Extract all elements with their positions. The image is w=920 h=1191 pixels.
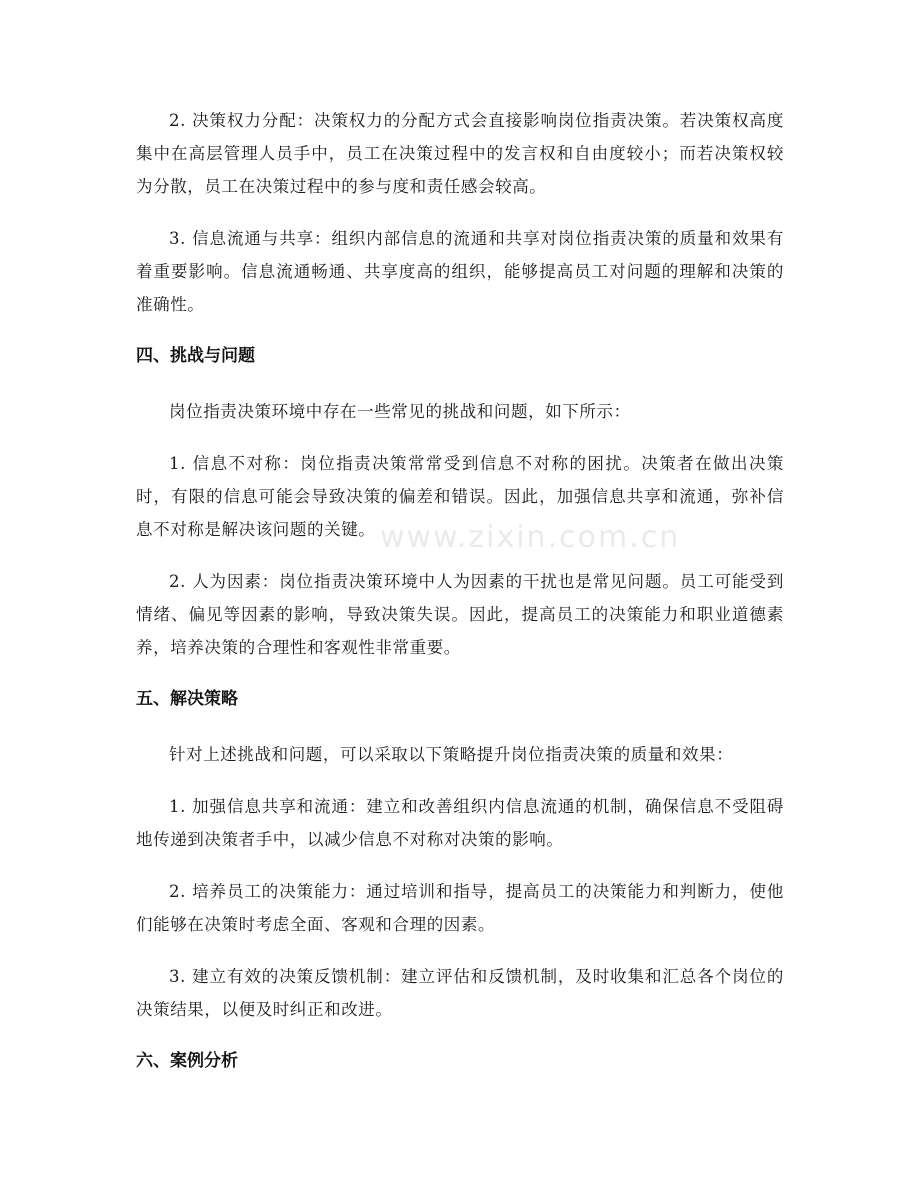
paragraph-human-factors: 2. 人为因素：岗位指责决策环境中人为因素的干扰也是常见问题。员工可能受到情绪、偏见等因素的影响，导致决策失误。因此，提高员工的决策能力和职业道德素养，培养决策的合理性和客观性非常重要。 [136,572,784,657]
section-heading-challenges: 四、挑战与问题 [136,346,255,366]
paragraph-challenges-intro: 岗位指责决策环境中存在一些常见的挑战和问题，如下所示： [169,402,631,421]
paragraph-strategy-info-sharing: 1. 加强信息共享和流通：建立和改善组织内信息流通的机制，确保信息不受阻碍地传递到决策者手中，以减少信息不对称对决策的影响。 [136,797,784,849]
paragraph-strategies-intro: 针对上述挑战和问题，可以采取以下策略提升岗位指责决策的质量和效果： [169,745,734,764]
document-body [136,104,784,1100]
paragraph-strategy-training: 2. 培养员工的决策能力：通过培训和指导，提高员工的决策能力和判断力，使他们能够在决策时考虑全面、客观和合理的因素。 [136,882,784,934]
paragraph-decision-power: 2. 决策权力分配：决策权力的分配方式会直接影响岗位指责决策。若决策权高度集中在高层管理人员手中，员工在决策过程中的发言权和自由度较小；而若决策权较为分散，员工在决策过程中的参与度和责任感会较高。 [136,111,784,196]
paragraph-strategy-feedback: 3. 建立有效的决策反馈机制：建立评估和反馈机制，及时收集和汇总各个岗位的决策结果，以便及时纠正和改进。 [136,967,784,1019]
watermark: www.zixin.com.cn [380,520,681,555]
section-heading-case-study: 六、案例分析 [136,1051,238,1071]
paragraph-info-flow: 3. 信息流通与共享：组织内部信息的流通和共享对岗位指责决策的质量和效果有着重要影响。信息流通畅通、共享度高的组织，能够提高员工对问题的理解和决策的准确性。 [136,229,784,314]
paragraph-info-asymmetry: 1. 信息不对称：岗位指责决策常常受到信息不对称的困扰。决策者在做出决策时，有限的信息可能会导致决策的偏差和错误。因此，加强信息共享和流通，弥补信息不对称是解决该问题的关键。 [136,454,784,539]
section-heading-strategies: 五、解决策略 [136,689,238,709]
